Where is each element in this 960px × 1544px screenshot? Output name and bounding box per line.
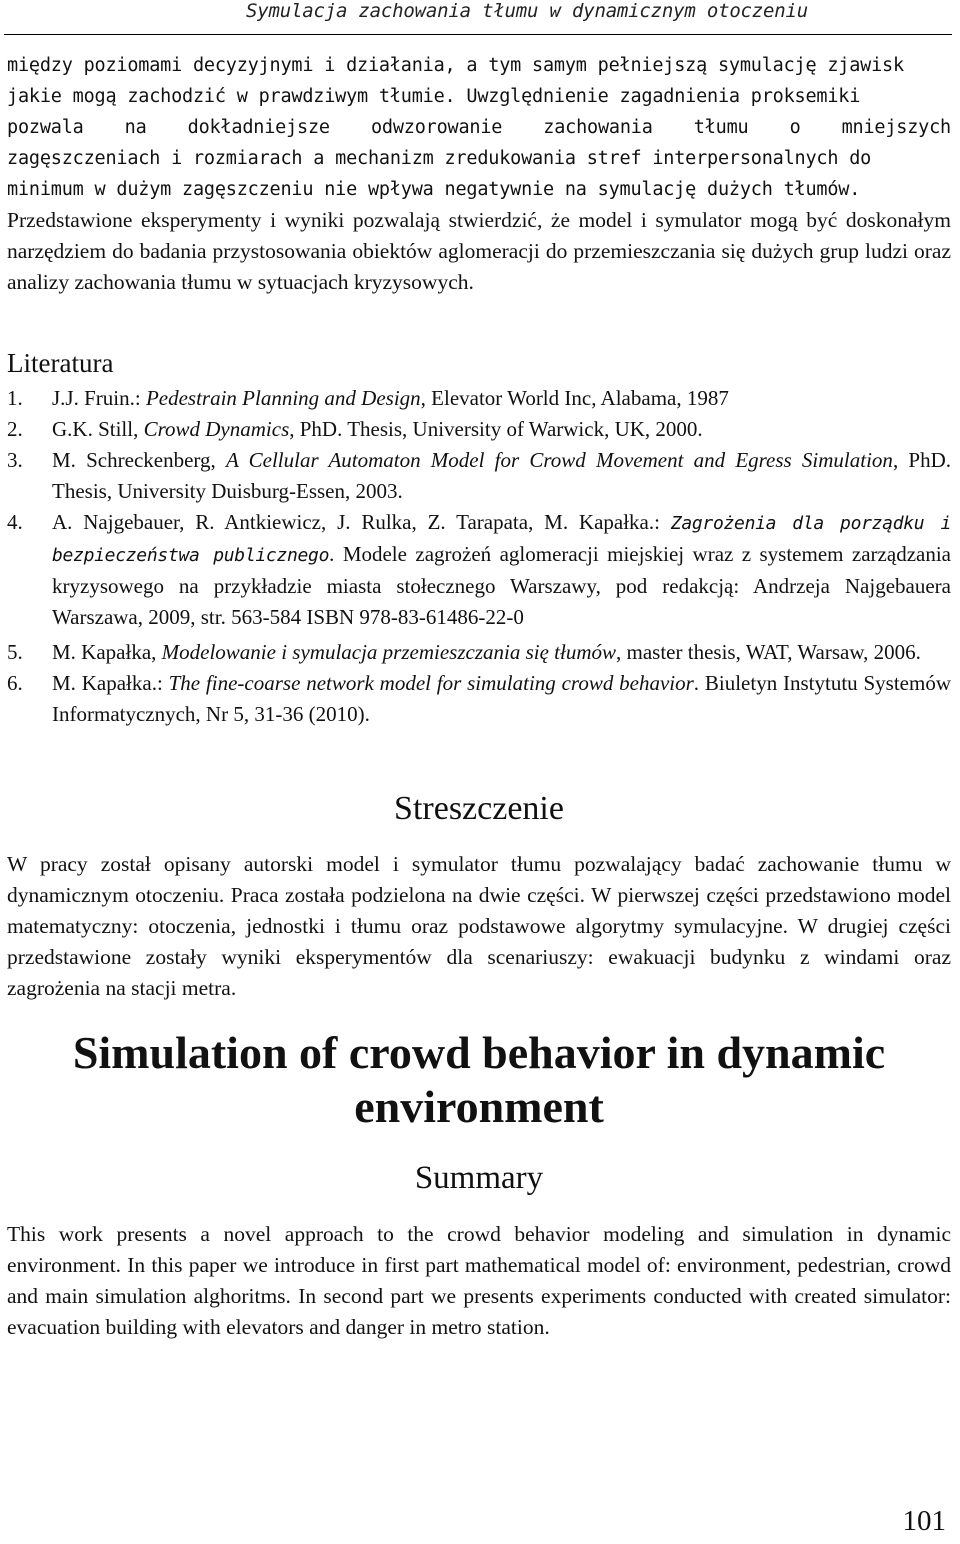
reference-item (7, 383, 951, 414)
reference-author: J.J. Fruin.: (52, 386, 146, 410)
abstract-text: W pracy został opisany autorski model i symulator tłumu pozwalający badać zachowanie tłumu w dynamicznym otoczeniu. Praca została podzielona na dwie części. W pierwszej części przedstawiono model matematyczny: otoczenia, jednostki i tłumu oraz podstawowe algorytmy symulacyjne. W drugiej części przedstawione zostały wyniki eksperymentów dla scenariuszy: ewakuacji budynku z windami oraz zagrożenia na stacji metra. (7, 852, 951, 1000)
reference-title: Pedestrain Planning and Design (145, 386, 421, 410)
reference-number: 3. (7, 448, 23, 472)
summary-text: This work presents a novel approach to the crowd behavior modeling and simulation in dynamic environment. In this paper we introduce in first part mathematical model of: environment, pedestrian, crowd and main simulation alghoritms. In second part we presents experiments conducted with created simulator: evacuation building with elevators and danger in metro station. (7, 1222, 951, 1339)
running-header: Symulacja zachowania tłumu w dynamicznym otoczeniu (246, 0, 808, 22)
english-title-line-2: environment (354, 1081, 604, 1132)
reference-list (7, 383, 951, 730)
reference-number: 1. (7, 386, 23, 410)
reference-title: A Cellular Automaton Model for Crowd Movement and Egress Simulation (225, 448, 893, 472)
reference-number: 2. (7, 417, 23, 441)
reference-author: A. Najgebauer, R. Antkiewicz, J. Rulka, Z. Tarapata, M. Kapałka.: (52, 510, 671, 534)
reference-item (7, 507, 951, 633)
reference-details: . Biuletyn Instytutu Systemów Informatycznych, Nr 5, 31-36 (2010). (52, 671, 951, 726)
reference-details: , master thesis, WAT, Warsaw, 2006. (616, 640, 921, 664)
reference-title: Zagrożenia dla porządku i bezpieczeństwa publicznego (52, 513, 951, 566)
reference-details: , Elevator World Inc, Alabama, 1987 (420, 386, 729, 410)
reference-author: M. Schreckenberg, (52, 448, 226, 472)
english-title-block (7, 1026, 951, 1134)
reference-title: Modelowanie i symulacja przemieszczania się tłumów (161, 640, 617, 664)
summary-heading: Summary (414, 1160, 544, 1196)
header-rule (4, 34, 952, 35)
reference-author: G.K. Still, (52, 417, 144, 441)
page-number: 101 (902, 1505, 946, 1537)
reference-number: 4. (7, 510, 23, 534)
paragraph-line: pozwala na dokładniejsze odwzorowanie zachowania tłumu o mniejszych (7, 117, 951, 138)
paragraph-line: jakie mogą zachodzić w prawdziwym tłumie. Uwzględnienie zagadnienia proksemiki (7, 86, 861, 107)
reference-author: M. Kapałka, (52, 640, 162, 664)
paragraph-line: między poziomami decyzyjnymi i działania, a tym samym pełniejszą symulację zjawisk (7, 55, 904, 76)
reference-details: . Modele zagrożeń aglomeracji miejskiej wraz z systemem zarządzania kryzysowego na przykładzie miasta stołecznego Warszawy, pod redakcją: Andrzeja Najgebauera Warszawa, 2009, str. 563-584 ISBN 978-83-61486-22-0 (52, 542, 951, 629)
reference-number: 5. (7, 640, 23, 664)
reference-author: M. Kapałka.: (52, 671, 169, 695)
abstract-heading-wrap (7, 790, 951, 828)
reference-item (7, 668, 951, 730)
literature-heading: Literatura (7, 348, 114, 378)
summary-heading-wrap (7, 1160, 951, 1197)
reference-details: , PhD. Thesis, University of Warwick, UK, 2000. (289, 417, 703, 441)
abstract-heading: Streszczenie (394, 790, 564, 827)
english-title-line-1: Simulation of crowd behavior in dynamic (72, 1027, 886, 1078)
paragraph-line: minimum w dużym zagęszczeniu nie wpływa negatywnie na symulację dużych tłumów. (7, 179, 861, 200)
reference-details: , PhD. Thesis, University Duisburg-Essen, 2003. (52, 448, 951, 503)
literature-section (7, 340, 951, 730)
reference-title: The fine-coarse network model for simulating crowd behavior (168, 671, 694, 695)
reference-item (7, 445, 951, 507)
paragraph-2: Przedstawione eksperymenty i wyniki pozwalają stwierdzić, że model i symulator mogą być doskonałym narzędziem do badania przystosowania obiektów aglomeracji do przemieszczania się dużych grup ludzi oraz analizy zachowania tłumu w sytuacjach kryzysowych. (7, 208, 951, 294)
reference-item (7, 414, 951, 445)
paragraph-1 (7, 50, 951, 205)
paragraph-line: zagęszczeniach i rozmiarach a mechanizm zredukowania stref interpersonalnych do (7, 148, 872, 169)
reference-number: 6. (7, 671, 23, 695)
reference-title: Crowd Dynamics (143, 417, 290, 441)
reference-item (7, 637, 951, 668)
